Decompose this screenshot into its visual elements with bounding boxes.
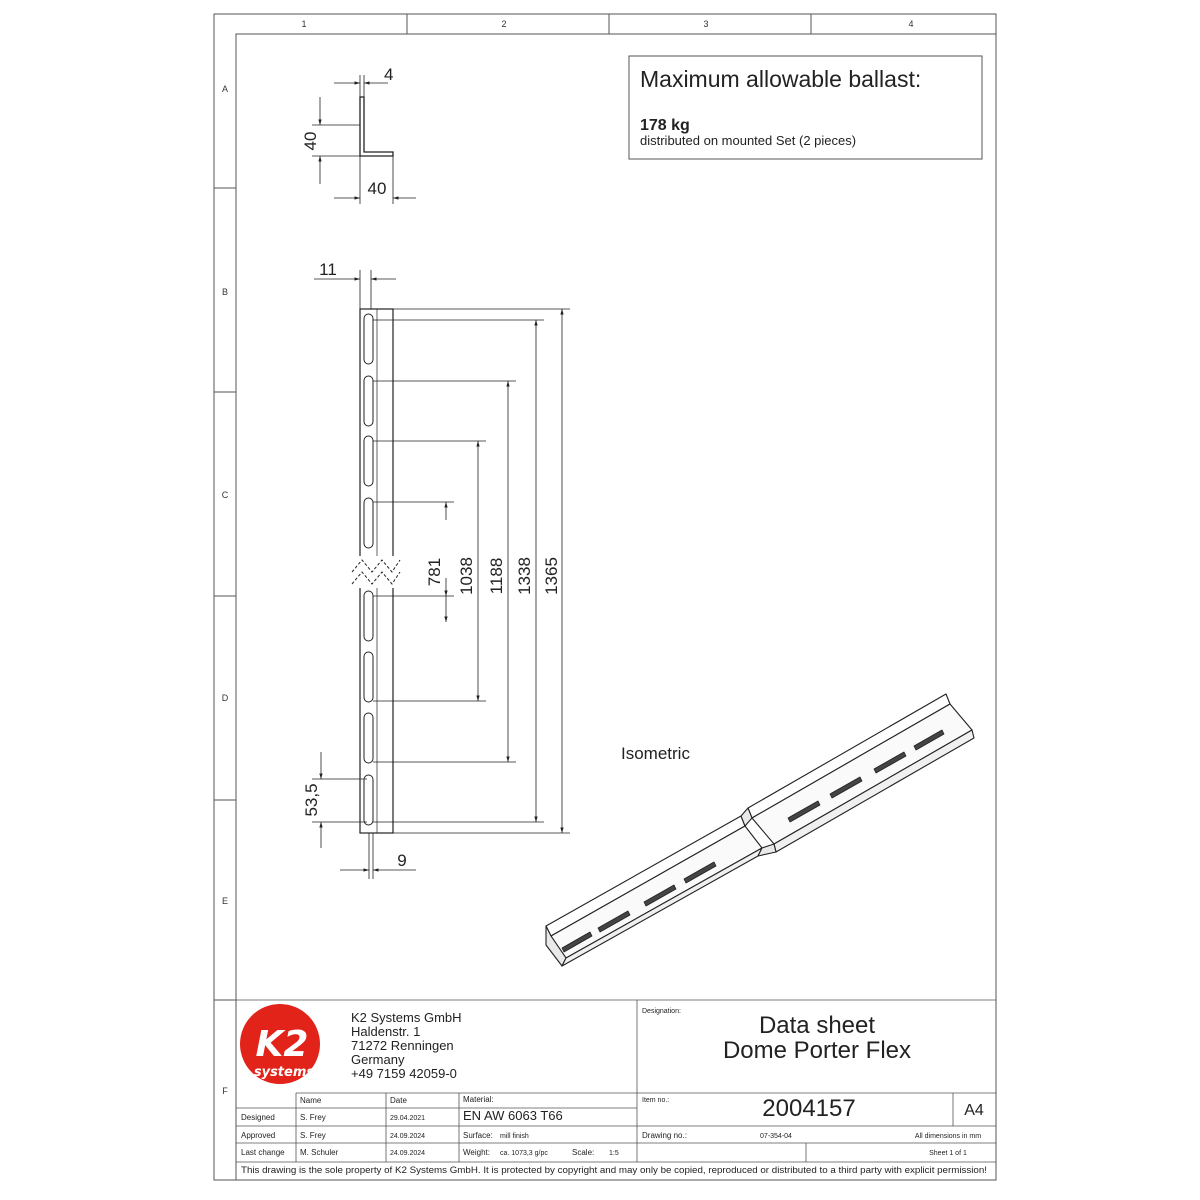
row-lastchange-label: Last change	[241, 1148, 285, 1157]
revision-table	[241, 1096, 425, 1157]
material-value: EN AW 6063 T66	[463, 1108, 563, 1123]
copyright-footer: This drawing is the sole property of K2 Systems GmbH. It is protected by copyright and may only be copied, reproduced or distributed to a third party with explicit permission!	[241, 1165, 987, 1175]
row-lastchange-name: M. Schuler	[300, 1148, 339, 1157]
rail-bottom-offset-dim: 9	[397, 851, 407, 870]
row-lastchange-date: 24.09.2024	[390, 1150, 426, 1157]
company-phone: +49 7159 42059-0	[351, 1066, 457, 1081]
paper-format: A4	[964, 1102, 984, 1119]
ballast-title: Maximum allowable ballast:	[640, 66, 922, 92]
designation-line2: Dome Porter Flex	[722, 1037, 912, 1064]
rail-length-781: 781	[425, 557, 444, 587]
isometric-view	[546, 694, 974, 966]
grid-row-a: A	[221, 84, 229, 94]
row-approved-date: 24.09.2024	[390, 1133, 426, 1140]
k2-logo-subtext: systems	[253, 1065, 315, 1080]
k2-systems-logo	[240, 1004, 320, 1084]
company-country: Germany	[351, 1052, 405, 1067]
rail-break-marks	[352, 556, 402, 588]
item-label: Item no.:	[642, 1097, 670, 1104]
rail-side-view	[302, 260, 570, 879]
weight-value: ca. 1073,3 g/pc	[500, 1150, 548, 1157]
grid-column-labels	[301, 19, 913, 29]
row-approved-name: S. Frey	[300, 1131, 326, 1140]
grid-row-d: D	[221, 693, 229, 703]
row-designed-name: S. Frey	[300, 1113, 326, 1122]
k2-logo-text: K2	[255, 1024, 309, 1065]
company-city: 71272 Renningen	[351, 1038, 454, 1053]
grid-col-3: 3	[703, 19, 709, 29]
header-date: Date	[390, 1096, 407, 1105]
rail-length-1338: 1338	[515, 557, 534, 595]
sheet-count: Sheet 1 of 1	[929, 1150, 967, 1157]
rail-spacing-dim: 53,5	[302, 783, 321, 817]
title-block	[236, 1000, 996, 1162]
designation-line1: Data sheet	[758, 1012, 876, 1039]
designation-label: Designation:	[642, 1008, 681, 1015]
rail-length-1188: 1188	[487, 557, 506, 595]
rail-length-1365: 1365	[542, 557, 561, 595]
drawing-number: 07-354-04	[760, 1133, 792, 1140]
grid-col-2: 2	[501, 19, 507, 29]
grid-col-4: 4	[908, 19, 914, 29]
grid-row-f: F	[222, 1086, 228, 1096]
profile-cross-section	[301, 65, 416, 204]
material-label: Material:	[463, 1095, 494, 1104]
scale-value: 1:5	[609, 1150, 619, 1157]
grid-row-b: B	[221, 287, 229, 297]
company-name: K2 Systems GmbH	[351, 1010, 462, 1025]
surface-label: Surface:	[463, 1131, 493, 1140]
row-approved-label: Approved	[241, 1131, 276, 1140]
profile-thickness-dim: 4	[384, 65, 394, 84]
profile-height-dim: 40	[301, 131, 320, 151]
ballast-box	[629, 56, 982, 159]
grid-row-c: C	[221, 490, 229, 500]
item-number: 2004157	[762, 1095, 856, 1122]
ballast-value: 178 kg	[640, 117, 690, 134]
profile-width-dim: 40	[367, 179, 387, 198]
header-name: Name	[300, 1096, 322, 1105]
grid-row-e: E	[221, 896, 229, 906]
grid-col-1: 1	[301, 19, 307, 29]
company-street: Haldenstr. 1	[351, 1024, 421, 1039]
scale-label: Scale:	[572, 1148, 595, 1157]
units-note: All dimensions in mm	[914, 1133, 982, 1140]
isometric-label: Isometric	[621, 744, 690, 763]
row-designed-label: Designed	[241, 1113, 275, 1122]
row-designed-date: 29.04.2021	[390, 1115, 426, 1122]
rail-top-offset-dim: 11	[319, 260, 337, 279]
ballast-note: distributed on mounted Set (2 pieces)	[640, 133, 857, 148]
drawing-label: Drawing no.:	[642, 1131, 687, 1140]
company-address	[351, 1010, 462, 1081]
grid-row-labels	[222, 84, 229, 1096]
surface-value: mill finish	[500, 1133, 529, 1140]
rail-length-1038: 1038	[457, 557, 476, 595]
weight-label: Weight:	[463, 1148, 490, 1157]
drawing-frame	[214, 14, 996, 1180]
